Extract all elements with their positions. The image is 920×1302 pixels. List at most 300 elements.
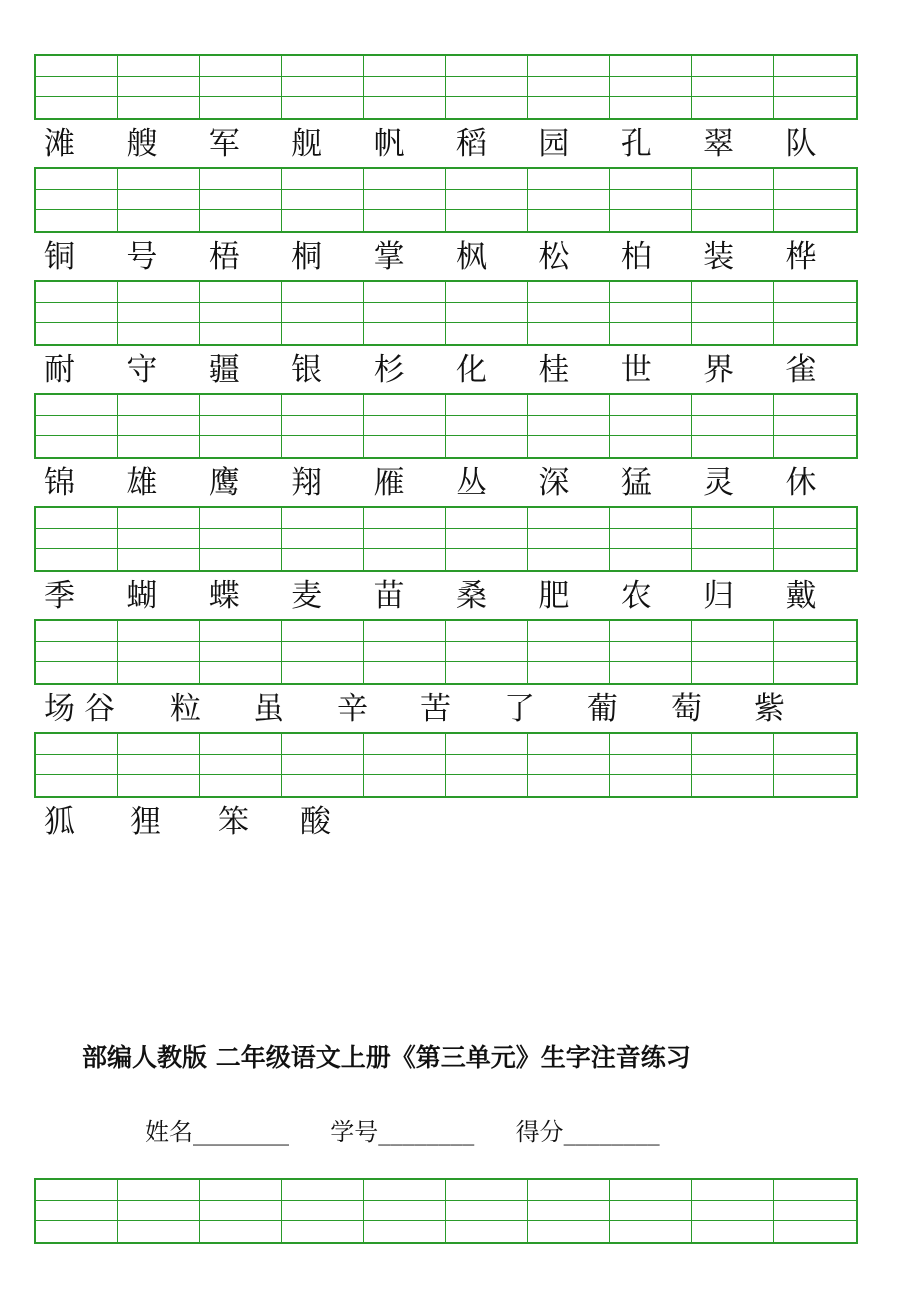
pinyin-cell: [692, 549, 774, 570]
pinyin-cell: [364, 190, 446, 211]
character: 辛: [337, 691, 368, 727]
pinyin-cell: [610, 190, 692, 211]
pinyin-cell: [774, 775, 856, 796]
pinyin-cell: [282, 210, 364, 231]
pinyin-cell: [282, 169, 364, 190]
pinyin-cell: [364, 642, 446, 663]
pinyin-cell: [692, 395, 774, 416]
pinyin-cell: [446, 97, 528, 118]
pinyin-cell: [200, 734, 282, 755]
character: 雁: [373, 465, 405, 501]
pinyin-cell: [446, 77, 528, 98]
pinyin-cell: [364, 734, 446, 755]
pinyin-cell: [774, 56, 856, 77]
pinyin-cell: [528, 323, 610, 344]
character: 粒: [170, 691, 201, 727]
pinyin-cell: [692, 755, 774, 776]
pinyin-cell: [774, 395, 856, 416]
pinyin-cell: [528, 1201, 610, 1222]
pinyin-cell: [36, 190, 118, 211]
character: 化: [455, 352, 487, 388]
pinyin-cell: [36, 395, 118, 416]
pinyin-cell: [774, 508, 856, 529]
character: 丛: [455, 465, 487, 501]
pinyin-cell: [200, 1221, 282, 1242]
pinyin-cell: [200, 775, 282, 796]
pinyin-cell: [36, 734, 118, 755]
character: 紫: [754, 691, 785, 727]
pinyin-cell: [200, 549, 282, 570]
pinyin-cell: [446, 642, 528, 663]
character: 谷: [84, 691, 115, 727]
pinyin-cell: [610, 323, 692, 344]
pinyin-cell: [774, 529, 856, 550]
pinyin-cell: [200, 755, 282, 776]
pinyin-cell: [282, 549, 364, 570]
pinyin-cell: [364, 395, 446, 416]
character: 梧: [208, 239, 240, 275]
pinyin-cell: [446, 1180, 528, 1201]
pinyin-cell: [282, 1221, 364, 1242]
pinyin-cell: [610, 775, 692, 796]
pinyin-cell: [610, 755, 692, 776]
character: 灵: [703, 465, 735, 501]
pinyin-cell: [118, 549, 200, 570]
character: 酸: [300, 804, 331, 840]
pinyin-cell: [282, 323, 364, 344]
pinyin-cell: [36, 642, 118, 663]
pinyin-cell: [282, 56, 364, 77]
pinyin-cell: [692, 508, 774, 529]
pinyin-cell: [528, 621, 610, 642]
pinyin-cell: [36, 549, 118, 570]
pinyin-cell: [774, 621, 856, 642]
pinyin-cell: [692, 282, 774, 303]
character: 守: [126, 352, 158, 388]
character: 季: [44, 578, 75, 614]
name-label: 姓名: [145, 1118, 193, 1146]
pinyin-cell: [36, 1201, 118, 1222]
score-blank: ________: [563, 1118, 660, 1146]
pinyin-cell: [36, 303, 118, 324]
character: 桂: [538, 352, 570, 388]
pinyin-cell: [364, 169, 446, 190]
pinyin-cell: [200, 282, 282, 303]
pinyin-cell: [118, 282, 200, 303]
pinyin-cell: [36, 282, 118, 303]
pinyin-cell: [200, 395, 282, 416]
pinyin-cell: [446, 1221, 528, 1242]
pinyin-cell: [774, 755, 856, 776]
pinyin-cell: [692, 621, 774, 642]
pinyin-cell: [692, 303, 774, 324]
pinyin-cell: [774, 169, 856, 190]
pinyin-cell: [692, 775, 774, 796]
pinyin-cell: [118, 190, 200, 211]
pinyin-cell: [364, 621, 446, 642]
pinyin-cell: [692, 77, 774, 98]
pinyin-cell: [692, 210, 774, 231]
character: 杉: [373, 352, 405, 388]
pinyin-cell: [446, 549, 528, 570]
pinyin-cell: [528, 303, 610, 324]
pinyin-cell: [200, 190, 282, 211]
pinyin-cell: [774, 642, 856, 663]
pinyin-cell: [528, 642, 610, 663]
pinyin-cell: [610, 436, 692, 457]
character: 笨: [218, 804, 249, 840]
pinyin-cell: [692, 190, 774, 211]
pinyin-cell: [36, 169, 118, 190]
character: 雄: [126, 465, 158, 501]
character: 场: [44, 691, 75, 727]
pinyin-cell: [364, 775, 446, 796]
pinyin-grid-5: [34, 506, 858, 572]
pinyin-cell: [774, 1221, 856, 1242]
pinyin-cell: [692, 662, 774, 683]
character: 狸: [130, 804, 161, 840]
pinyin-cell: [36, 621, 118, 642]
pinyin-grid-7: [34, 732, 858, 798]
pinyin-cell: [446, 416, 528, 437]
number-label: 学号: [330, 1118, 379, 1146]
character: 苦: [420, 691, 451, 727]
character-row-4: [44, 461, 868, 505]
pinyin-cell: [36, 508, 118, 529]
pinyin-cell: [36, 775, 118, 796]
pinyin-cell: [692, 1201, 774, 1222]
pinyin-cell: [118, 436, 200, 457]
pinyin-cell: [446, 190, 528, 211]
pinyin-cell: [610, 529, 692, 550]
pinyin-grid-1: [34, 54, 858, 120]
pinyin-cell: [610, 395, 692, 416]
pinyin-cell: [610, 662, 692, 683]
character: 掌: [373, 239, 405, 275]
pinyin-cell: [282, 734, 364, 755]
pinyin-cell: [200, 77, 282, 98]
pinyin-cell: [528, 775, 610, 796]
pinyin-grid-3: [34, 280, 858, 346]
pinyin-cell: [364, 1221, 446, 1242]
pinyin-cell: [774, 77, 856, 98]
pinyin-cell: [364, 1201, 446, 1222]
character-row-3: [44, 348, 868, 392]
pinyin-cell: [118, 1221, 200, 1242]
pinyin-cell: [692, 436, 774, 457]
pinyin-cell: [774, 303, 856, 324]
pinyin-cell: [610, 303, 692, 324]
pinyin-cell: [200, 529, 282, 550]
character: 界: [703, 352, 735, 388]
pinyin-cell: [282, 303, 364, 324]
character-row-5: [44, 574, 868, 618]
pinyin-cell: [610, 508, 692, 529]
pinyin-cell: [364, 662, 446, 683]
pinyin-cell: [610, 282, 692, 303]
pinyin-cell: [118, 56, 200, 77]
character: 农: [620, 578, 652, 614]
pinyin-cell: [446, 508, 528, 529]
pinyin-cell: [692, 1180, 774, 1201]
pinyin-cell: [528, 1221, 610, 1242]
pinyin-cell: [364, 97, 446, 118]
pinyin-cell: [364, 508, 446, 529]
number-blank: ________: [378, 1118, 475, 1146]
pinyin-cell: [36, 77, 118, 98]
pinyin-cell: [118, 416, 200, 437]
pinyin-cell: [610, 1221, 692, 1242]
pinyin-cell: [692, 56, 774, 77]
character: 麦: [291, 578, 323, 614]
pinyin-cell: [774, 734, 856, 755]
pinyin-cell: [528, 210, 610, 231]
pinyin-cell: [118, 775, 200, 796]
pinyin-cell: [446, 210, 528, 231]
pinyin-cell: [774, 282, 856, 303]
pinyin-cell: [282, 436, 364, 457]
character: 银: [291, 352, 323, 388]
character: 翠: [703, 126, 735, 162]
pinyin-cell: [446, 662, 528, 683]
pinyin-cell: [610, 77, 692, 98]
pinyin-cell: [610, 1180, 692, 1201]
pinyin-cell: [282, 395, 364, 416]
pinyin-cell: [692, 734, 774, 755]
character: 艘: [126, 126, 158, 162]
pinyin-cell: [692, 323, 774, 344]
pinyin-cell: [528, 169, 610, 190]
pinyin-cell: [364, 755, 446, 776]
character: 鹰: [208, 465, 240, 501]
character: 蝴: [126, 578, 158, 614]
character-row-7: [0, 800, 920, 844]
pinyin-cell: [364, 282, 446, 303]
character: 桐: [291, 239, 323, 275]
pinyin-cell: [528, 529, 610, 550]
character: 苗: [373, 578, 405, 614]
pinyin-cell: [528, 282, 610, 303]
character: 孔: [620, 126, 652, 162]
pinyin-cell: [200, 1180, 282, 1201]
pinyin-cell: [282, 190, 364, 211]
character: 桦: [785, 239, 817, 275]
pinyin-cell: [446, 755, 528, 776]
character: 枫: [455, 239, 487, 275]
pinyin-cell: [446, 395, 528, 416]
pinyin-cell: [446, 56, 528, 77]
character: 雀: [785, 352, 817, 388]
character: 军: [208, 126, 240, 162]
pinyin-cell: [774, 323, 856, 344]
pinyin-cell: [610, 734, 692, 755]
pinyin-cell: [282, 775, 364, 796]
character: 园: [538, 126, 570, 162]
pinyin-cell: [118, 662, 200, 683]
pinyin-cell: [118, 755, 200, 776]
pinyin-cell: [200, 662, 282, 683]
pinyin-cell: [528, 97, 610, 118]
pinyin-cell: [36, 1221, 118, 1242]
pinyin-cell: [200, 1201, 282, 1222]
pinyin-cell: [118, 97, 200, 118]
pinyin-cell: [364, 56, 446, 77]
pinyin-cell: [610, 549, 692, 570]
character: 休: [785, 465, 817, 501]
pinyin-cell: [118, 303, 200, 324]
pinyin-cell: [774, 436, 856, 457]
pinyin-cell: [364, 529, 446, 550]
pinyin-cell: [446, 282, 528, 303]
pinyin-cell: [282, 77, 364, 98]
character: 葡: [587, 691, 618, 727]
pinyin-cell: [364, 210, 446, 231]
pinyin-cell: [200, 621, 282, 642]
pinyin-cell: [36, 323, 118, 344]
pinyin-cell: [610, 416, 692, 437]
pinyin-cell: [692, 1221, 774, 1242]
pinyin-cell: [774, 190, 856, 211]
pinyin-cell: [118, 323, 200, 344]
pinyin-cell: [774, 1201, 856, 1222]
pinyin-cell: [282, 282, 364, 303]
character: 戴: [785, 578, 817, 614]
pinyin-cell: [282, 508, 364, 529]
character: 号: [126, 239, 158, 275]
pinyin-cell: [692, 529, 774, 550]
pinyin-grid-8: [34, 1178, 858, 1244]
pinyin-cell: [528, 549, 610, 570]
pinyin-cell: [282, 529, 364, 550]
pinyin-cell: [610, 169, 692, 190]
character: 柏: [620, 239, 652, 275]
character: 锦: [44, 465, 75, 501]
character: 肥: [538, 578, 570, 614]
pinyin-cell: [200, 56, 282, 77]
name-blank: ________: [193, 1118, 289, 1146]
pinyin-cell: [774, 416, 856, 437]
pinyin-cell: [364, 549, 446, 570]
pinyin-cell: [200, 169, 282, 190]
pinyin-cell: [774, 210, 856, 231]
character: 舰: [291, 126, 323, 162]
pinyin-cell: [282, 416, 364, 437]
pinyin-cell: [364, 323, 446, 344]
pinyin-cell: [364, 1180, 446, 1201]
pinyin-cell: [118, 210, 200, 231]
character: 了: [504, 691, 535, 727]
score-label: 得分: [515, 1118, 564, 1146]
pinyin-cell: [36, 416, 118, 437]
pinyin-cell: [200, 210, 282, 231]
pinyin-cell: [200, 303, 282, 324]
pinyin-cell: [774, 1180, 856, 1201]
pinyin-cell: [364, 303, 446, 324]
pinyin-cell: [200, 416, 282, 437]
character: 归: [703, 578, 735, 614]
pinyin-cell: [118, 395, 200, 416]
pinyin-cell: [200, 642, 282, 663]
pinyin-cell: [446, 323, 528, 344]
pinyin-cell: [528, 436, 610, 457]
pinyin-cell: [36, 529, 118, 550]
pinyin-cell: [118, 621, 200, 642]
character: 桑: [455, 578, 487, 614]
pinyin-cell: [282, 621, 364, 642]
pinyin-cell: [446, 621, 528, 642]
pinyin-cell: [118, 77, 200, 98]
character-row-1: [44, 122, 868, 166]
pinyin-cell: [610, 97, 692, 118]
pinyin-cell: [36, 97, 118, 118]
pinyin-cell: [528, 416, 610, 437]
pinyin-cell: [528, 395, 610, 416]
pinyin-cell: [528, 77, 610, 98]
pinyin-cell: [36, 755, 118, 776]
pinyin-cell: [610, 56, 692, 77]
pinyin-cell: [692, 642, 774, 663]
character: 狐: [44, 804, 75, 840]
character: 稻: [455, 126, 487, 162]
pinyin-cell: [282, 1201, 364, 1222]
pinyin-cell: [528, 508, 610, 529]
pinyin-cell: [118, 1201, 200, 1222]
character: 深: [538, 465, 570, 501]
pinyin-grid-6: [34, 619, 858, 685]
pinyin-cell: [364, 77, 446, 98]
pinyin-cell: [528, 190, 610, 211]
character: 蝶: [208, 578, 240, 614]
character: 疆: [208, 352, 240, 388]
pinyin-cell: [610, 642, 692, 663]
pinyin-cell: [610, 1201, 692, 1222]
pinyin-cell: [528, 734, 610, 755]
character: 滩: [44, 126, 75, 162]
pinyin-cell: [200, 323, 282, 344]
pinyin-cell: [692, 97, 774, 118]
character-row-6: [0, 687, 920, 731]
pinyin-cell: [118, 169, 200, 190]
character: 世: [620, 352, 652, 388]
pinyin-cell: [528, 755, 610, 776]
pinyin-cell: [774, 549, 856, 570]
pinyin-cell: [118, 529, 200, 550]
pinyin-cell: [446, 529, 528, 550]
pinyin-cell: [200, 508, 282, 529]
pinyin-grid-2: [34, 167, 858, 233]
pinyin-cell: [36, 1180, 118, 1201]
pinyin-cell: [610, 210, 692, 231]
student-info-line: [145, 1112, 660, 1152]
pinyin-cell: [282, 1180, 364, 1201]
pinyin-cell: [36, 56, 118, 77]
character: 帆: [373, 126, 405, 162]
pinyin-cell: [282, 755, 364, 776]
pinyin-cell: [610, 621, 692, 642]
character: 虽: [253, 691, 284, 727]
pinyin-grid-4: [34, 393, 858, 459]
pinyin-cell: [118, 734, 200, 755]
pinyin-cell: [118, 1180, 200, 1201]
character: 铜: [44, 239, 75, 275]
character: 猛: [620, 465, 652, 501]
pinyin-cell: [36, 210, 118, 231]
character-row-2: [44, 235, 868, 279]
character: 萄: [671, 691, 702, 727]
pinyin-cell: [446, 169, 528, 190]
pinyin-cell: [282, 97, 364, 118]
pinyin-cell: [36, 436, 118, 457]
